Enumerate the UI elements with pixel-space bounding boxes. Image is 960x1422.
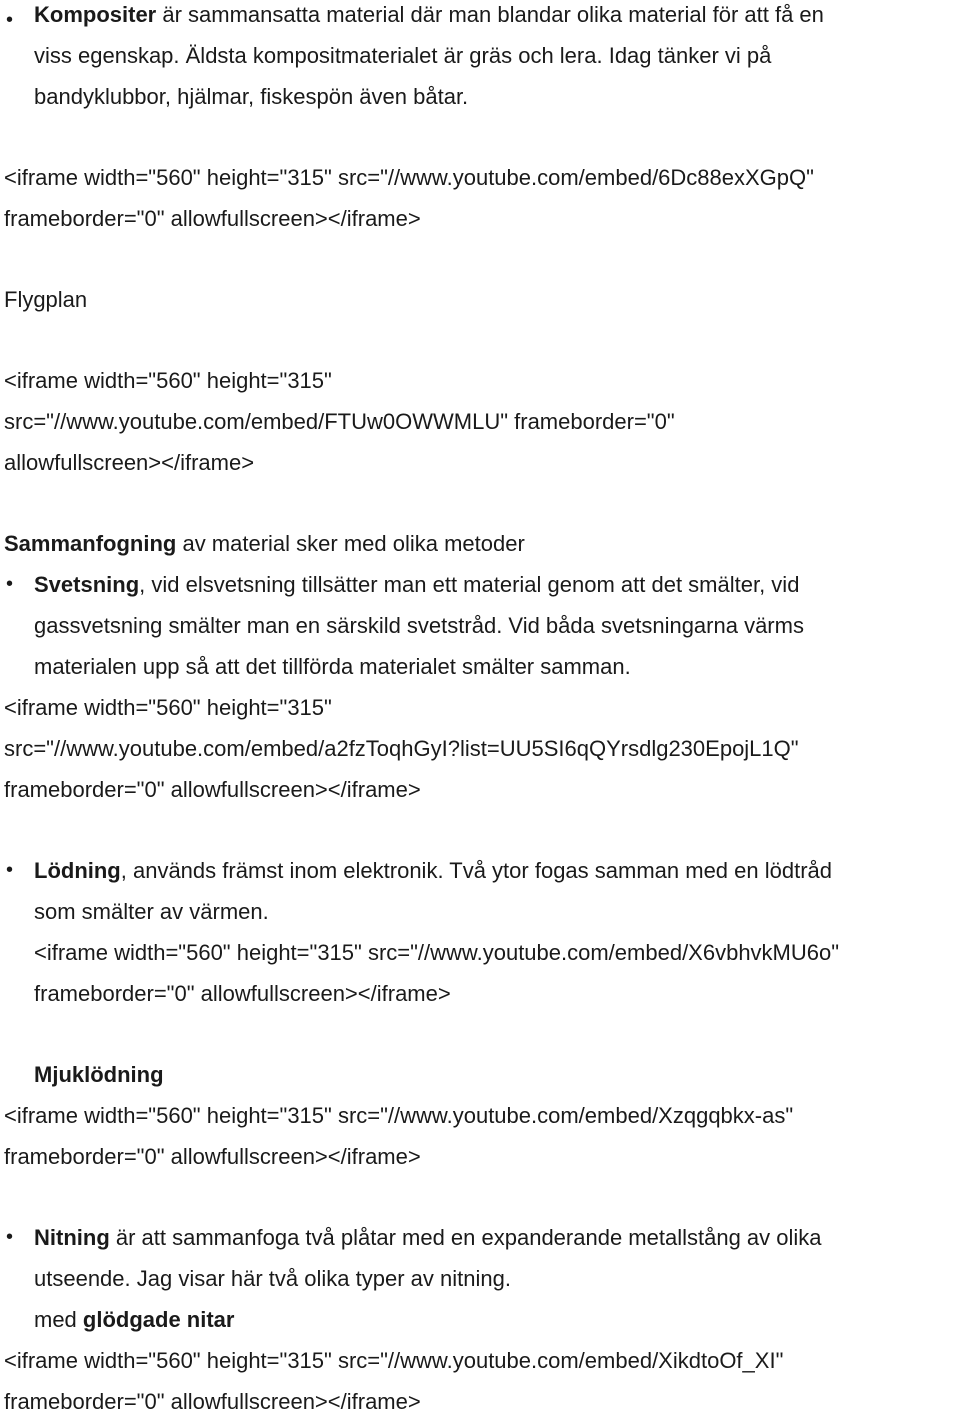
bullet-kompositer: • xyxy=(6,9,14,31)
kompositer-line-1: Kompositer är sammansatta material där man blandar olika material för att få en xyxy=(34,2,824,27)
kompositer-line-2: viss egenskap. Äldsta kompositmaterialet är gräs och lera. Idag tänker vi på xyxy=(34,43,772,68)
embed-code-4-line-2: frameborder="0" allowfullscreen></iframe> xyxy=(34,981,451,1006)
embed-code-4-line-1: <iframe width="560" height="315" src="//www.youtube.com/embed/X6vbhvkMU6o" xyxy=(34,940,840,965)
kompositer-line-3: bandyklubbor, hjälmar, fiskespön även båtar. xyxy=(34,84,469,109)
svetsning-line-2: gassvetsning smälter man en särskild svetstråd. Vid båda svetsningarna värms xyxy=(34,613,804,638)
nitning-line-1: Nitning är att sammanfoga två plåtar med en expanderande metallstång av olika xyxy=(34,1225,822,1250)
embed-code-2-line-2: src="//www.youtube.com/embed/FTUw0OWWMLU" frameborder="0" xyxy=(4,409,675,434)
embed-code-5-line-2: frameborder="0" allowfullscreen></iframe> xyxy=(4,1144,421,1169)
embed-code-2-line-3: allowfullscreen></iframe> xyxy=(4,450,255,475)
sammanfogning-heading: Sammanfogning av material sker med olika metoder xyxy=(4,531,525,556)
embed-code-3-line-1: <iframe width="560" height="315" xyxy=(4,695,332,720)
embed-code-6-line-2: frameborder="0" allowfullscreen></iframe> xyxy=(4,1389,421,1414)
bullet-svetsning: • xyxy=(6,573,14,595)
lodning-line-1: Lödning, används främst inom elektronik. Två ytor fogas samman med en lödtråd xyxy=(34,858,833,883)
nitning-line-3: med glödgade nitar xyxy=(34,1307,235,1332)
term-lodning: Lödning xyxy=(34,858,121,883)
bullet-nitning: • xyxy=(6,1226,14,1248)
term-kompositer: Kompositer xyxy=(34,2,157,27)
heading-mjuklodning: Mjuklödning xyxy=(34,1062,164,1087)
bullet-lodning: • xyxy=(6,859,14,881)
embed-code-3-line-3: frameborder="0" allowfullscreen></iframe> xyxy=(4,777,421,802)
term-sammanfogning: Sammanfogning xyxy=(4,531,177,556)
embed-code-5-line-1: <iframe width="560" height="315" src="//www.youtube.com/embed/Xzqgqbkx-as" xyxy=(4,1103,794,1128)
embed-code-1-line-1: <iframe width="560" height="315" src="//www.youtube.com/embed/6Dc88exXGpQ" xyxy=(4,165,814,190)
embed-code-6-line-1: <iframe width="560" height="315" src="//www.youtube.com/embed/XikdtoOf_XI" xyxy=(4,1348,784,1373)
embed-code-2-line-1: <iframe width="560" height="315" xyxy=(4,368,332,393)
svetsning-line-1: Svetsning, vid elsvetsning tillsätter man ett material genom att det smälter, vid xyxy=(34,572,800,597)
svetsning-line-3: materialen upp så att det tillförda materialet smälter samman. xyxy=(34,654,631,679)
heading-flygplan: Flygplan xyxy=(4,287,88,312)
embed-code-3-line-2: src="//www.youtube.com/embed/a2fzToqhGyI?list=UU5SI6qQYrsdlg230EpojL1Q" xyxy=(4,736,799,761)
nitning-line-2: utseende. Jag visar här två olika typer av nitning. xyxy=(34,1266,511,1291)
embed-code-1-line-2: frameborder="0" allowfullscreen></iframe> xyxy=(4,206,421,231)
lodning-line-2: som smälter av värmen. xyxy=(34,899,269,924)
term-nitning: Nitning xyxy=(34,1225,110,1250)
term-svetsning: Svetsning xyxy=(34,572,140,597)
term-glodgade-nitar: glödgade nitar xyxy=(82,1307,235,1332)
